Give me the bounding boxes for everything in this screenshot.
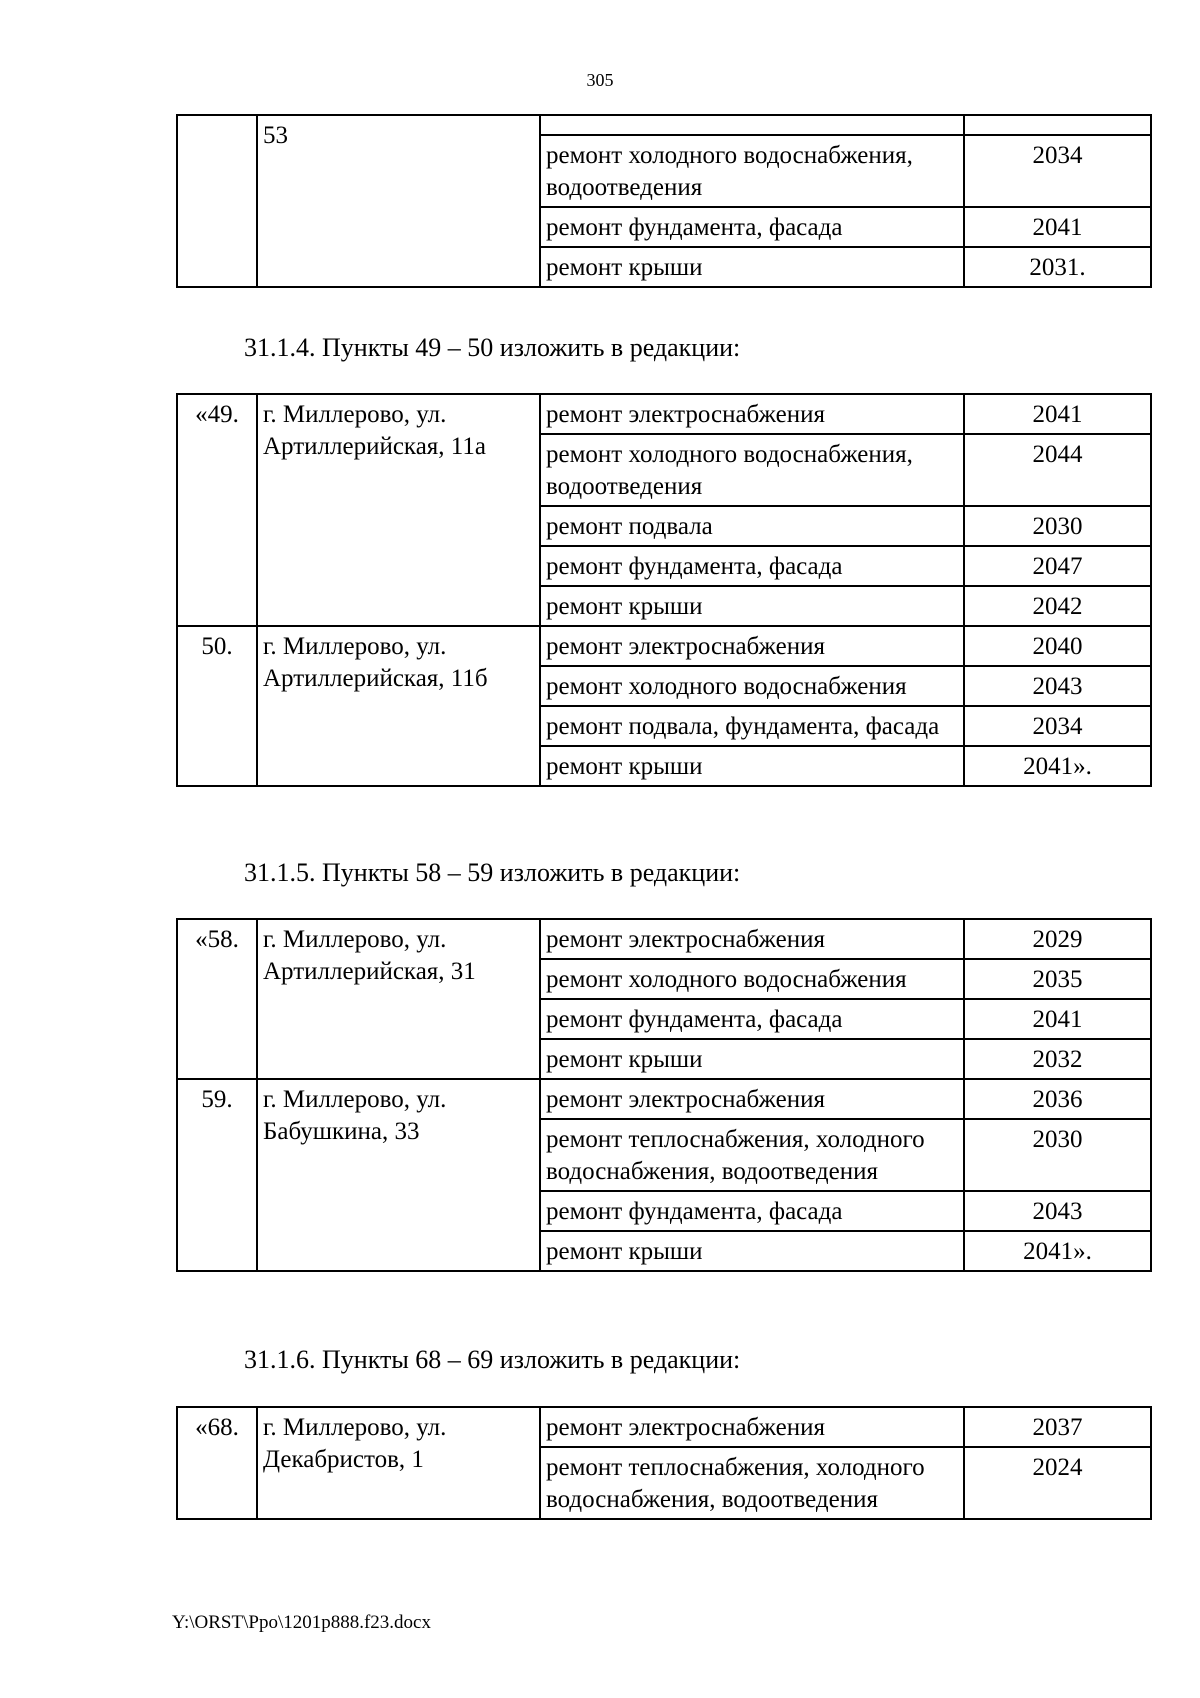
year-cell: 2040: [964, 626, 1151, 666]
year-cell: 2041».: [964, 1231, 1151, 1271]
work-type-cell: ремонт теплоснабжения, холодного водоснабжения, водоотведения: [540, 1447, 964, 1519]
work-type-cell: ремонт холодного водоснабжения: [540, 666, 964, 706]
work-type-cell: ремонт крыши: [540, 586, 964, 626]
work-type-cell: ремонт крыши: [540, 247, 964, 287]
item-number: «58.: [177, 919, 257, 1079]
file-path-footer: Y:\ORST\Ppo\1201p888.f23.docx: [172, 1612, 431, 1633]
year-cell: 2035: [964, 959, 1151, 999]
year-cell: 2030: [964, 506, 1151, 546]
year-cell: 2034: [964, 135, 1151, 207]
table-row: [177, 1407, 1151, 1447]
work-type-cell: ремонт фундамента, фасада: [540, 546, 964, 586]
year-cell: 2030: [964, 1119, 1151, 1191]
year-cell: 2047: [964, 546, 1151, 586]
address-cell: г. Миллерово, ул. Бабушкина, 33: [257, 1079, 540, 1271]
section-heading: 31.1.5. Пункты 58 – 59 изложить в редакции:: [244, 858, 741, 887]
year-cell: [964, 115, 1151, 135]
work-type-cell: ремонт электроснабжения: [540, 1407, 964, 1447]
year-cell: 2029: [964, 919, 1151, 959]
year-cell: 2041: [964, 999, 1151, 1039]
work-type-cell: ремонт электроснабжения: [540, 919, 964, 959]
section-heading: 31.1.6. Пункты 68 – 69 изложить в редакции:: [244, 1345, 741, 1374]
repair-schedule-table: [176, 393, 1152, 787]
table-row: [177, 919, 1151, 959]
page-number: 305: [586, 70, 614, 90]
work-type-cell: ремонт фундамента, фасада: [540, 207, 964, 247]
table-row: [177, 626, 1151, 666]
work-type-cell: ремонт подвала, фундамента, фасада: [540, 706, 964, 746]
year-cell: 2041: [964, 207, 1151, 247]
work-type-cell: ремонт фундамента, фасада: [540, 999, 964, 1039]
year-cell: 2044: [964, 434, 1151, 506]
table-row: [177, 394, 1151, 434]
year-cell: 2024: [964, 1447, 1151, 1519]
address-cell: г. Миллерово, ул. Артиллерийская, 11а: [257, 394, 540, 626]
item-number: «68.: [177, 1407, 257, 1519]
year-cell: 2031.: [964, 247, 1151, 287]
work-type-cell: [540, 115, 964, 135]
section-heading: 31.1.4. Пункты 49 – 50 изложить в редакции:: [244, 333, 741, 362]
address-cell: 53: [257, 115, 540, 287]
year-cell: 2043: [964, 666, 1151, 706]
year-cell: 2037: [964, 1407, 1151, 1447]
item-number: 59.: [177, 1079, 257, 1271]
year-cell: 2043: [964, 1191, 1151, 1231]
work-type-cell: ремонт холодного водоснабжения: [540, 959, 964, 999]
item-number: [177, 115, 257, 287]
work-type-cell: ремонт крыши: [540, 1231, 964, 1271]
address-cell: г. Миллерово, ул. Артиллерийская, 11б: [257, 626, 540, 786]
work-type-cell: ремонт подвала: [540, 506, 964, 546]
year-cell: 2036: [964, 1079, 1151, 1119]
item-number: «49.: [177, 394, 257, 626]
year-cell: 2041».: [964, 746, 1151, 786]
work-type-cell: ремонт теплоснабжения, холодного водоснабжения, водоотведения: [540, 1119, 964, 1191]
work-type-cell: ремонт крыши: [540, 746, 964, 786]
repair-schedule-table: [176, 114, 1152, 288]
year-cell: 2032: [964, 1039, 1151, 1079]
table-row: [177, 115, 1151, 135]
repair-schedule-table: [176, 918, 1152, 1272]
work-type-cell: ремонт холодного водоснабжения, водоотведения: [540, 135, 964, 207]
table-row: [177, 1079, 1151, 1119]
address-cell: г. Миллерово, ул. Декабристов, 1: [257, 1407, 540, 1519]
year-cell: 2041: [964, 394, 1151, 434]
work-type-cell: ремонт электроснабжения: [540, 1079, 964, 1119]
work-type-cell: ремонт холодного водоснабжения, водоотведения: [540, 434, 964, 506]
item-number: 50.: [177, 626, 257, 786]
address-cell: г. Миллерово, ул. Артиллерийская, 31: [257, 919, 540, 1079]
repair-schedule-table: [176, 1406, 1152, 1520]
work-type-cell: ремонт крыши: [540, 1039, 964, 1079]
year-cell: 2042: [964, 586, 1151, 626]
work-type-cell: ремонт электроснабжения: [540, 626, 964, 666]
year-cell: 2034: [964, 706, 1151, 746]
work-type-cell: ремонт электроснабжения: [540, 394, 964, 434]
work-type-cell: ремонт фундамента, фасада: [540, 1191, 964, 1231]
